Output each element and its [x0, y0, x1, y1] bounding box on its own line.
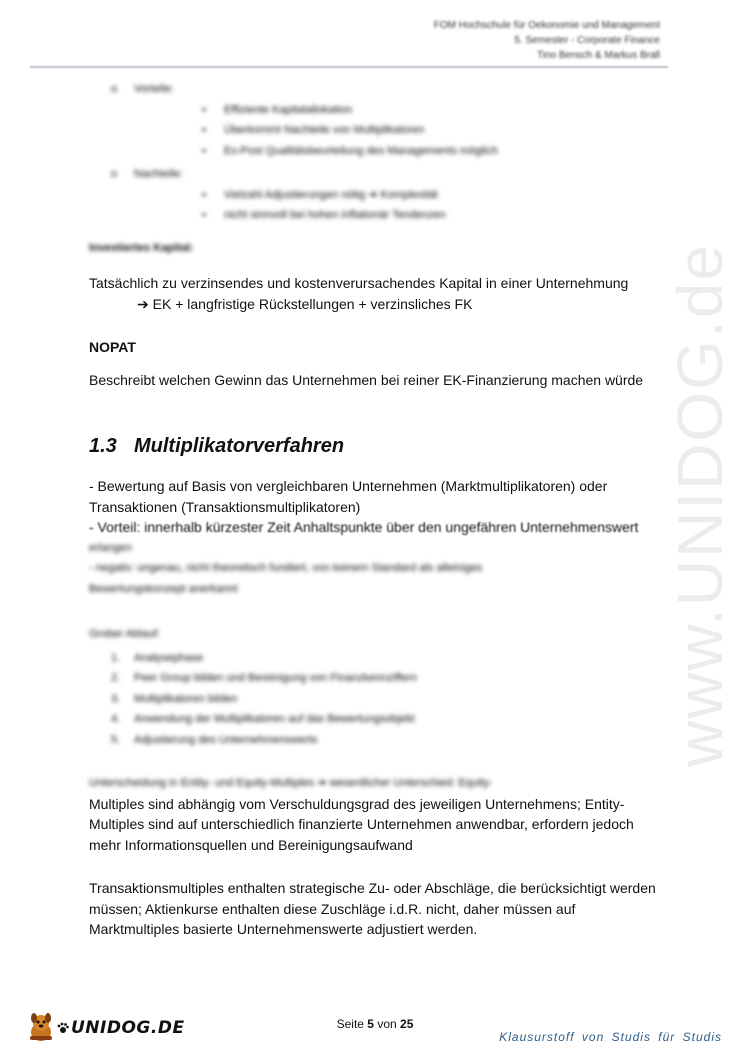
watermark: www.UNIDOG.de: [664, 243, 736, 767]
invested-capital-text: Tatsächlich zu verzinsendes und kostenverursachendes Kapital in einer Unternehmung: [89, 275, 629, 291]
nopat-text: Beschreibt welchen Gewinn das Unternehmen bei reiner EK-Finanzierung machen würde: [89, 372, 644, 388]
document-header: [434, 18, 660, 63]
nopat-heading: NOPAT: [89, 339, 136, 355]
header-institution: FOM Hochschule für Oekonomie und Management: [433, 20, 660, 31]
list-item: ▪ Ex-Post Qualitätsbeurteilung des Managements möglich: [202, 144, 498, 157]
header-divider: [30, 66, 668, 68]
header-course: 5. Semester - Corporate Finance: [514, 35, 660, 46]
section-heading: [89, 436, 660, 457]
list-item: 5. Adjustierung des Unternehmenswerts: [111, 733, 318, 746]
list-item: 3. Multiplikatoren bilden: [111, 692, 238, 705]
section-number: 1.3: [89, 435, 117, 457]
paragraph-entity-equity: Unterscheidung in Entity- und Equity-Multiples ➔ wesentlicher Unterschied: Equity- Multiples sind abhängig vom Verschuldungsgrad des jeweiligen Unternehmens; Entity- Multiples sind auf unterschiedlich finanzierte Unternehmen anwendbar, erfordern jedoch mehr Informationsquellen und Bereinigungsaufwand: [89, 777, 634, 853]
arrow-icon: ➔: [137, 296, 149, 312]
list-item: 1. Analysephase: [111, 651, 204, 664]
list-item: ▪ Effiziente Kapitalallokation: [202, 103, 353, 116]
vorteile-block: [89, 79, 660, 161]
section-title: Multiplikatorverfahren: [134, 435, 345, 457]
list-item: ▪ nicht sinnvoll bei hohen inflationär Tendenzen: [202, 209, 446, 221]
paw-icon: [57, 1022, 69, 1034]
list-item: ▪ Vielzahl Adjustierungen nötig ➔ Komplexität: [202, 188, 438, 201]
list-item: o Nachteile: ▪ Vielzahl Adjustierungen nötig ➔ Komplexität ▪ nicht sinnvoll bei hohen inflationär Tendenzen: [89, 164, 660, 226]
header-authors: Tino Bensch & Markus Brall: [536, 50, 660, 61]
list-item: o Vorteile: ▪ Effiziente Kapitalallokation ▪ Überkommt Nachteile von Multiplikatoren ▪ Ex-Post Qualitätsbeurteilung des Managements möglich: [89, 79, 660, 161]
ablauf-block: [89, 624, 660, 750]
list-item: 4. Anwendung der Multiplikatoren auf das Bewertungsobjekt: [111, 713, 415, 725]
list-item: ▪ Überkommt Nachteile von Multiplikatoren: [202, 124, 425, 136]
list-item: 2. Peer Group bilden und Bereinigung von Finanzkennziffern: [111, 672, 417, 684]
page-number: Seite 5 von 25: [336, 1017, 414, 1031]
invested-capital-formula: ➔ EK + langfristige Rückstellungen + verzinsliches FK: [137, 296, 473, 312]
paragraph-multiplikator: - Bewertung auf Basis von vergleichbaren Unternehmen (Marktmultiplikatoren) oder Transaktionen (Transaktionsmultiplikatoren) - Vorteil: innerhalb kürzester Zeit Anhaltspunkte über den ungefähren Unternehmenswert erlangen - negativ: ungenau, nicht theoretisch fundiert, von keinem Standard als alleiniges Bewertungskonzept anerkannt: [89, 478, 639, 595]
unidog-logo: [26, 1012, 185, 1044]
dog-icon: [26, 1012, 56, 1044]
ablauf-label: Grober Ablauf:: [89, 628, 160, 640]
paragraph-transaktion: Transaktionsmultiples enthalten strategische Zu- oder Abschläge, die berücksichtigt werden müssen; Aktienkurse enthalten diese Zuschläge i.d.R. nicht, daher müssen auf Marktmultiples basierte Unternehmenswerte adjustiert werden.: [89, 880, 656, 937]
logo-text: UNIDOG.DE: [71, 1018, 185, 1038]
nachteile-block: [89, 164, 660, 226]
invested-capital-heading: Investiertes Kapital:: [89, 242, 194, 254]
footer-slogan: Klausurstoff von Studis für Studis: [499, 1030, 722, 1044]
